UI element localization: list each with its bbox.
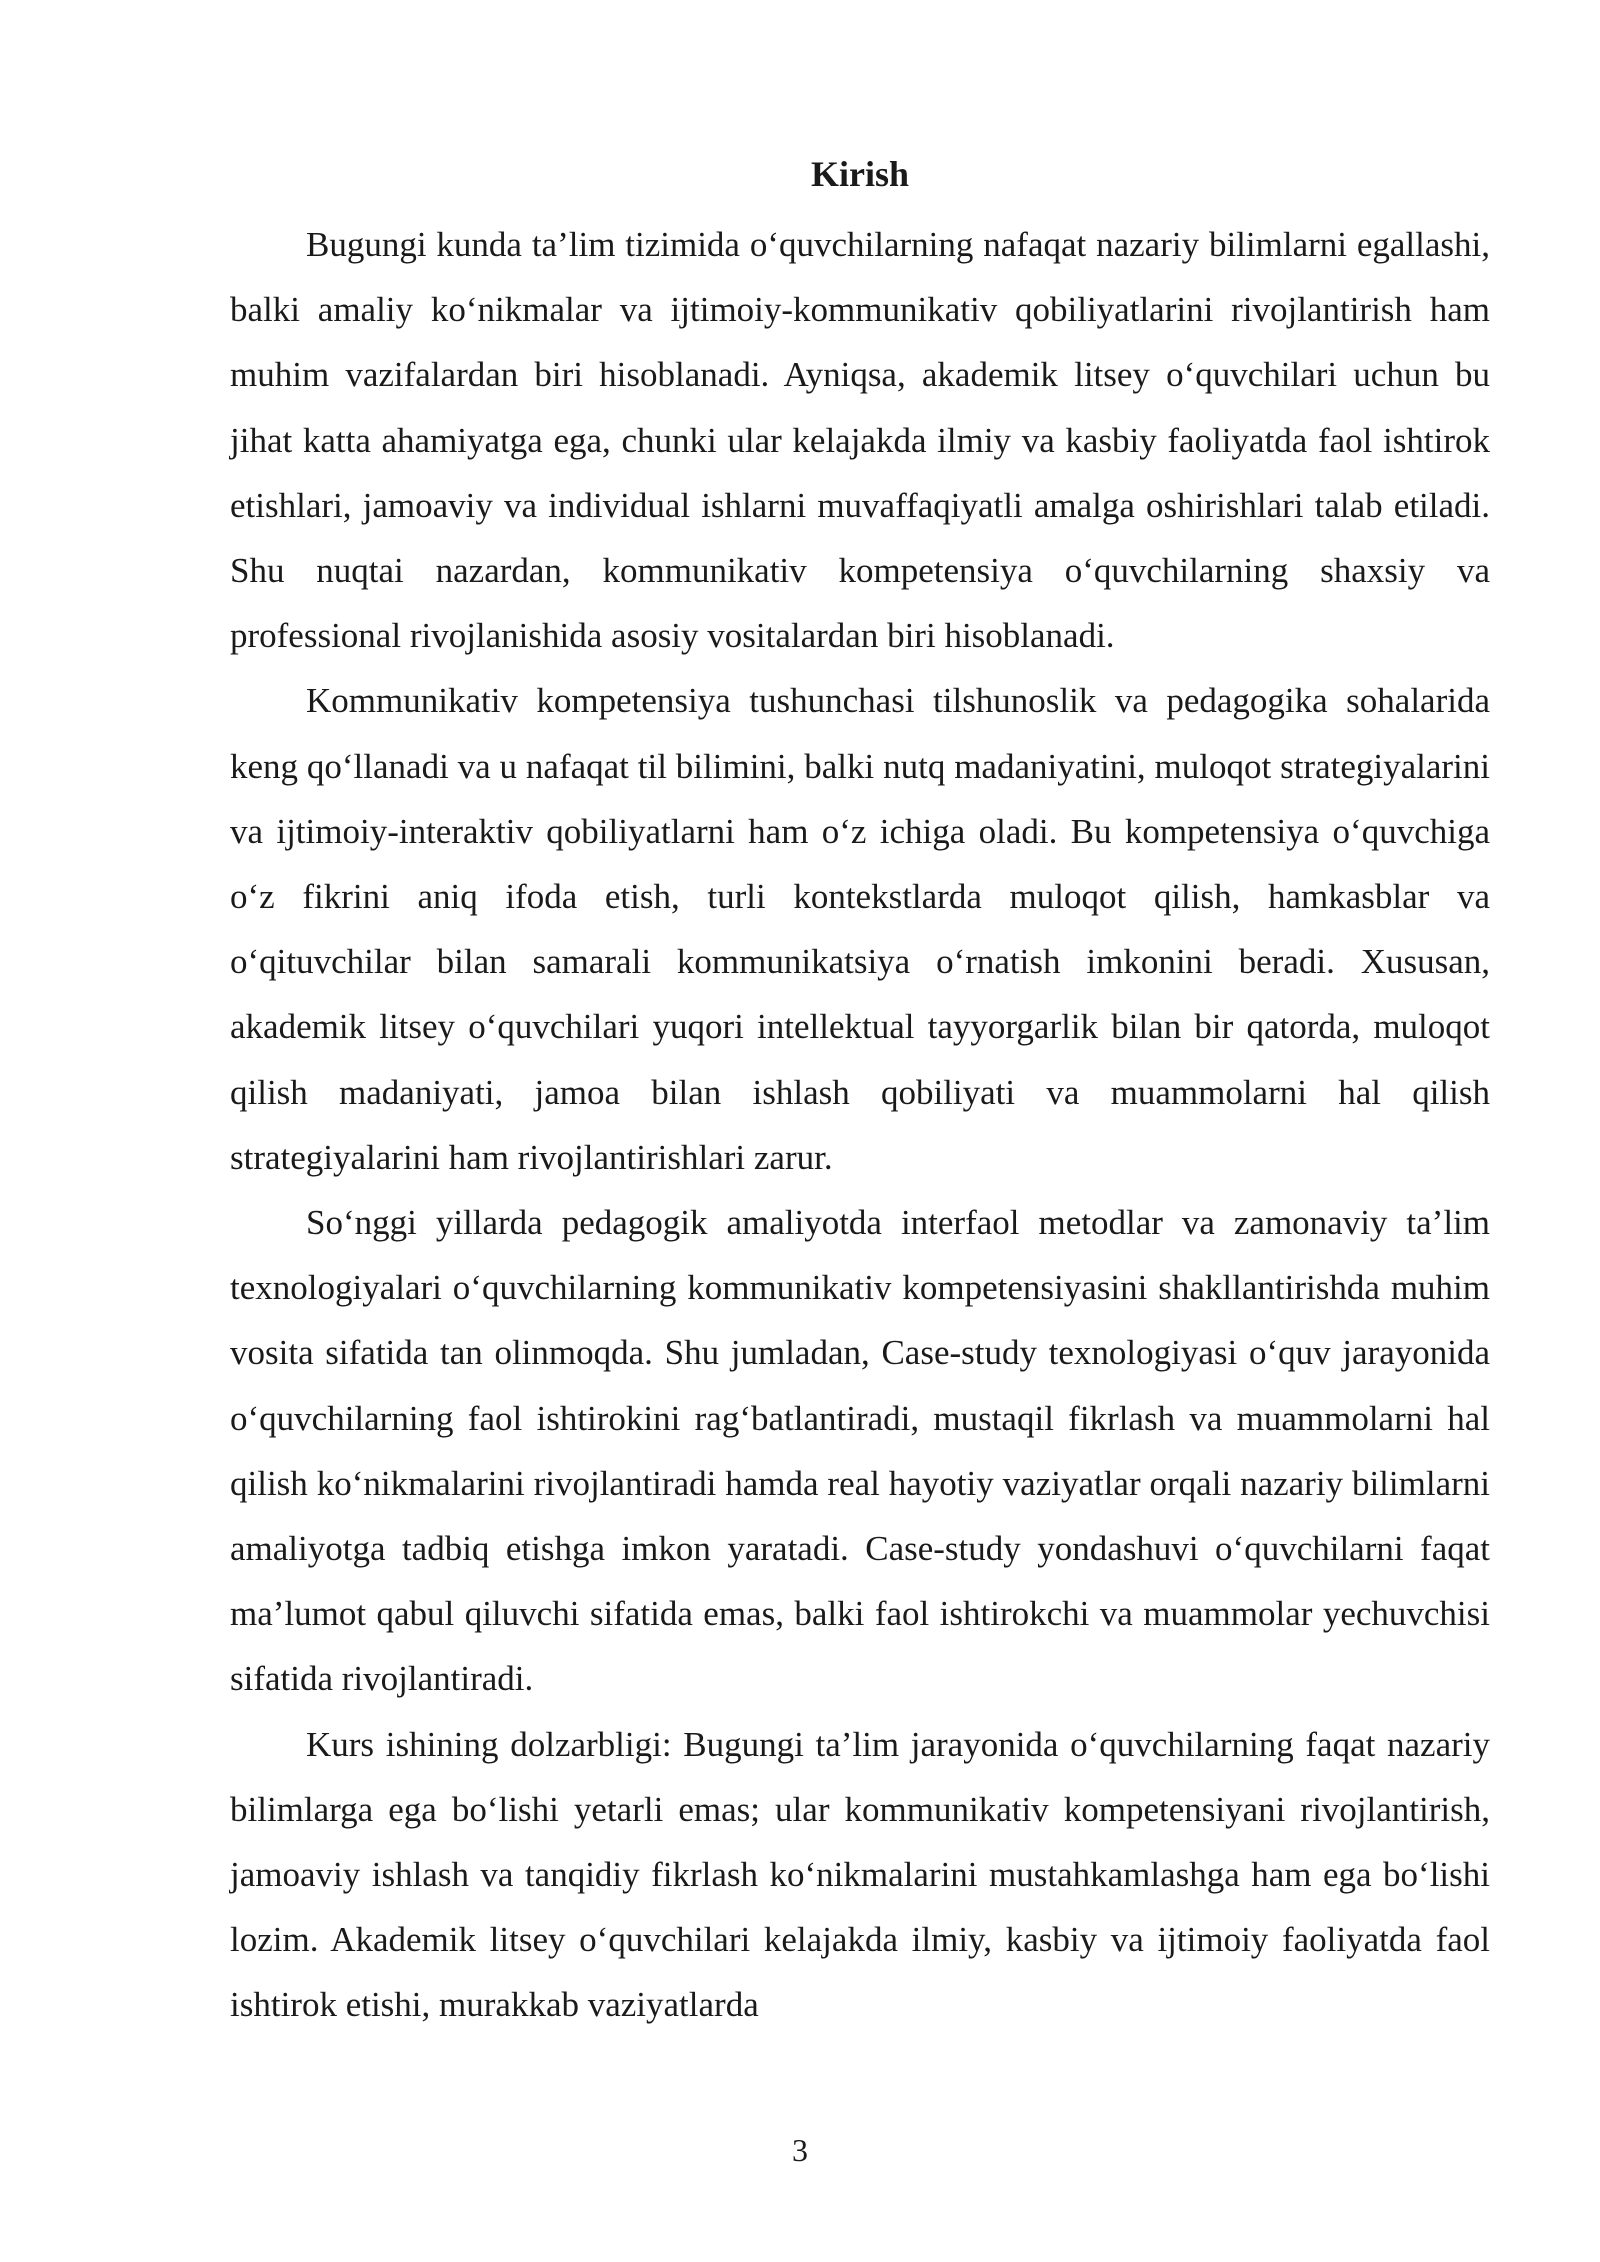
paragraph-3: So‘nggi yillarda pedagogik amaliyotda interfaol metodlar va zamonaviy ta’lim texnologiyalari o‘quvchilarning kommunikativ kompetensiyasini shakllantirishda muhim vosita sifatida tan olinmoqda. Shu jumladan, Case-study texnologiyasi o‘quv jarayonida o‘quvchilarning faol ishtirokini rag‘batlantiradi, mustaqil fikrlash va muammolarni hal qilish ko‘nikmalarini rivojlantiradi hamda real hayotiy vaziyatlar orqali nazariy bilimlarni amaliyotga tadbiq etishga imkon yaratadi. Case-study yondashuvi o‘quvchilarni faqat ma’lumot qabul qiluvchi sifatida emas, balki faol ishtirokchi va muammolar yechuvchisi sifatida rivojlantiradi.	[230, 1203, 1490, 1699]
paragraph-2: Kommunikativ kompetensiya tushunchasi tilshunoslik va pedagogika sohalarida keng qo‘llanadi va u nafaqat til bilimini, balki nutq madaniyatini, muloqot strategiyalarini va ijtimoiy-interaktiv qobiliyatlarni ham o‘z ichiga oladi. Bu kompetensiya o‘quvchiga o‘z fikrini aniq ifoda etish, turli kontekstlarda muloqot qilish, hamkasblar va o‘qituvchilar bilan samarali kommunikatsiya o‘rnatish imkonini beradi. Xususan, akademik litsey o‘quvchilari yuqori intellektual tayyorgarlik bilan bir qatorda, muloqot qilish madaniyati, jamoa bilan ishlash qobiliyati va muammolarni hal qilish strategiyalarini ham rivojlantirishlari zarur.	[230, 681, 1490, 1177]
paragraph-1: Bugungi kunda ta’lim tizimida o‘quvchilarning nafaqat nazariy bilimlarni egallashi, balki amaliy ko‘nikmalar va ijtimoiy-kommunikativ qobiliyatlarini rivojlantirish ham muhim vazifalardan biri hisoblanadi. Ayniqsa, akademik litsey o‘quvchilari uchun bu jihat katta ahamiyatga ega, chunki ular kelajakda ilmiy va kasbiy faoliyatda faol ishtirok etishlari, jamoaviy va individual ishlarni muvaffaqiyatli amalga oshirishlari talab etiladi. Shu nuqtai nazardan, kommunikativ kompetensiya o‘quvchilarning shaxsiy va professional rivojlanishida asosiy vositalardan biri hisoblanadi.	[230, 225, 1490, 656]
page-number: 3	[792, 2132, 808, 2168]
section-heading: Kirish	[810, 154, 909, 194]
paragraph-4: Kurs ishining dolzarbligi: Bugungi ta’lim jarayonida o‘quvchilarning faqat nazariy bilimlarga ega bo‘lishi yetarli emas; ular kommunikativ kompetensiyani rivojlantirish, jamoaviy ishlash va tanqidiy fikrlash ko‘nikmalarini mustahkamlashga ham ega bo‘lishi lozim. Akademik litsey o‘quvchilari kelajakda ilmiy, kasbiy va ijtimoiy faoliyatda faol ishtirok etishi, murakkab vaziyatlarda	[230, 1724, 1490, 2025]
body-text	[230, 212, 1490, 2038]
